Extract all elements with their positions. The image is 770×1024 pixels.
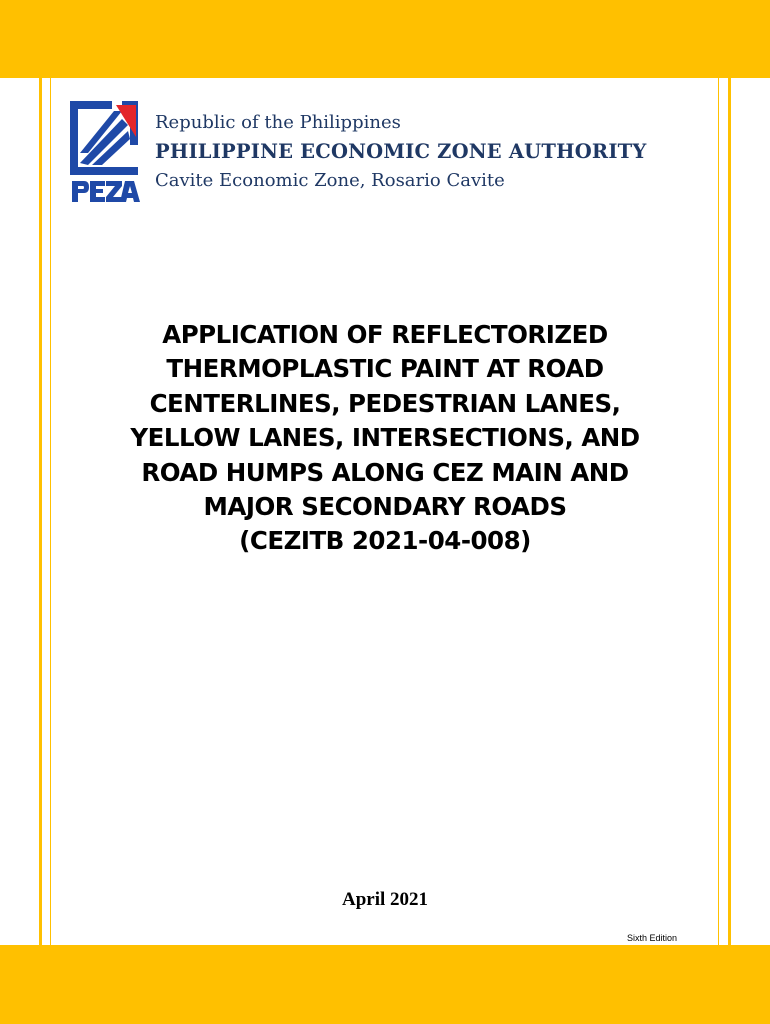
zone-location: Cavite Economic Zone, Rosario Cavite xyxy=(155,170,505,191)
edition-label: Sixth Edition xyxy=(626,933,677,943)
top-yellow-band xyxy=(0,0,770,78)
left-border-line-outer xyxy=(39,0,42,1024)
title-line: (CEZITB 2021-04-008) xyxy=(239,526,531,556)
title-line: CENTERLINES, PEDESTRIAN LANES, xyxy=(149,388,621,418)
title-line: ROAD HUMPS ALONG CEZ MAIN AND xyxy=(141,457,629,487)
agency-name: PHILIPPINE ECONOMIC ZONE AUTHORITY xyxy=(155,140,647,163)
republic-text: Republic of the Philippines xyxy=(155,112,401,133)
title-line: THERMOPLASTIC PAINT AT ROAD xyxy=(166,354,604,384)
agency-header xyxy=(155,108,715,196)
right-border-line-outer xyxy=(728,0,731,1024)
document-title xyxy=(60,318,710,559)
title-line: APPLICATION OF REFLECTORIZED xyxy=(162,320,608,349)
peza-logo-icon xyxy=(70,101,140,205)
left-border-line-inner xyxy=(50,0,51,1024)
title-line: YELLOW LANES, INTERSECTIONS, AND xyxy=(130,423,640,453)
bottom-yellow-band xyxy=(0,945,770,1024)
right-border-line-inner xyxy=(718,0,719,1024)
publication-date: April 2021 xyxy=(341,889,429,910)
title-line: MAJOR SECONDARY ROADS xyxy=(203,492,567,522)
